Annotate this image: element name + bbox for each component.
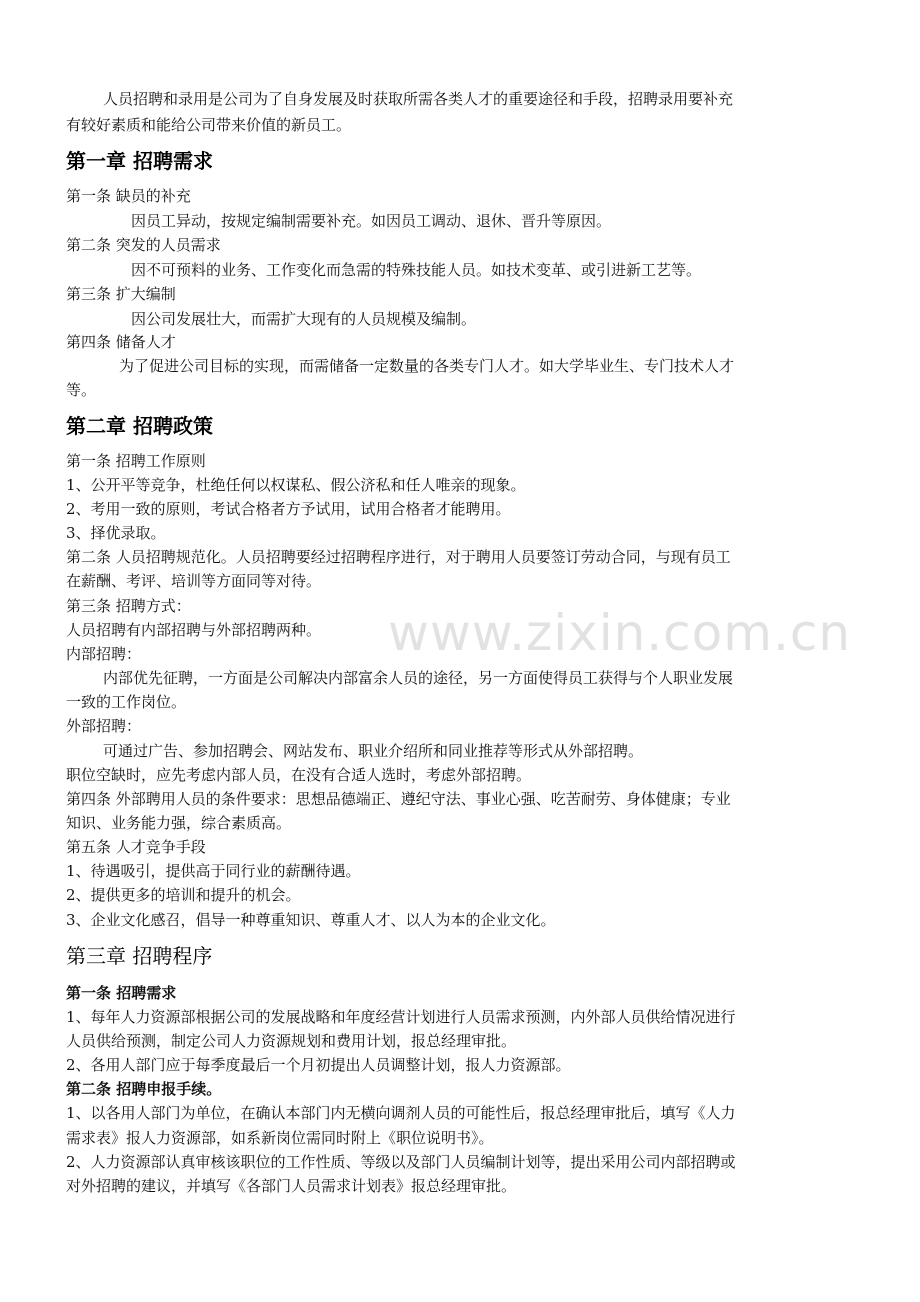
ch3-step-2-line-2: 对外招聘的建议，并填写《各部门人员需求计划表》报总经理审批。 xyxy=(66,1177,517,1195)
ch2-internal-text-1: 内部优先征聘，一方面是公司解决内部富余人员的途径，另一方面使得员工获得与个人职业发展 xyxy=(103,669,734,687)
ch2-article-3: 第三条 招聘方式： xyxy=(66,597,191,615)
ch2-competition-1: 1、待遇吸引，提供高于同行业的薪酬待遇。 xyxy=(66,862,361,880)
ch3-item-1-line-1: 1、每年人力资源部根据公司的发展战略和年度经营计划进行人员需求预测，内外部人员供给情况进行 xyxy=(66,1008,736,1026)
ch2-internal-label: 内部招聘： xyxy=(66,645,142,663)
ch2-vacancy-text: 职位空缺时，应先考虑内部人员，在没有合适人选时，考虑外部招聘。 xyxy=(66,766,532,784)
ch2-principle-1: 1、公开平等竞争，杜绝任何以权谋私、假公济私和任人唯亲的现象。 xyxy=(66,476,526,494)
ch1-article-1-text: 因员工异动，按规定编制需要补充。如因员工调动、退休、晋升等原因。 xyxy=(131,212,612,230)
ch2-competition-2: 2、提供更多的培训和提升的机会。 xyxy=(66,886,301,904)
ch2-internal-text-2: 一致的工作岗位。 xyxy=(66,693,187,711)
ch1-article-4: 第四条 储备人才 xyxy=(66,333,176,351)
ch2-article-2-line-1: 第二条 人员招聘规范化。人员招聘要经过招聘程序进行，对于聘用人员要签订劳动合同，与现有员工 xyxy=(66,548,731,566)
chapter-3-title: 第三章 招聘程序 xyxy=(66,944,213,968)
chapter-2-title: 第二章 招聘政策 xyxy=(66,414,213,438)
ch2-principle-3: 3、择优录取。 xyxy=(66,524,166,542)
ch1-article-3-text: 因公司发展壮大，而需扩大现有的人员规模及编制。 xyxy=(131,310,477,328)
ch2-principle-2: 2、考用一致的原则，考试合格者方予试用，试用合格者才能聘用。 xyxy=(66,500,511,518)
ch3-article-1: 第一条 招聘需求 xyxy=(66,984,177,1002)
intro-line-1: 人员招聘和录用是公司为了自身发展及时获取所需各类人才的重要途径和手段，招聘录用要补充 xyxy=(103,90,734,108)
ch2-article-3-text: 人员招聘有内部招聘与外部招聘两种。 xyxy=(66,621,322,639)
ch3-step-1-line-2: 需求表》报人力资源部，如系新岗位需同时附上《职位说明书》。 xyxy=(66,1129,494,1147)
intro-line-2: 有较好素质和能给公司带来价值的新员工。 xyxy=(66,116,352,134)
ch1-article-2: 第二条 突发的人员需求 xyxy=(66,236,221,254)
ch3-item-2: 2、各用人部门应于每季度最后一个月初提出人员调整计划，报人力资源部。 xyxy=(66,1056,571,1074)
ch2-article-2-line-2: 在薪酬、考评、培训等方面同等对待。 xyxy=(66,572,322,590)
ch2-article-4-line-2: 知识、业务能力强，综合素质高。 xyxy=(66,814,292,832)
ch2-external-label: 外部招聘： xyxy=(66,717,142,735)
ch3-article-2: 第二条 招聘申报手续。 xyxy=(66,1080,222,1098)
ch2-article-5: 第五条 人才竞争手段 xyxy=(66,838,206,856)
ch2-article-4-line-1: 第四条 外部聘用人员的条件要求：思想品德端正、遵纪守法、事业心强、吃苦耐劳、身体健康；专业 xyxy=(66,790,731,808)
ch3-step-2-line-1: 2、人力资源部认真审核该职位的工作性质、等级以及部门人员编制计划等，提出采用公司内部招聘或 xyxy=(66,1153,736,1171)
ch1-article-4-text-1: 为了促进公司目标的实现，而需储备一定数量的各类专门人才。如大学毕业生、专门技术人才 xyxy=(119,357,735,375)
ch2-competition-3: 3、企业文化感召，倡导一种尊重知识、尊重人才、以人为本的企业文化。 xyxy=(66,911,556,929)
ch1-article-3: 第三条 扩大编制 xyxy=(66,285,176,303)
ch2-article-1: 第一条 招聘工作原则 xyxy=(66,452,206,470)
chapter-1-title: 第一章 招聘需求 xyxy=(66,149,213,173)
ch1-article-4-text-2: 等。 xyxy=(66,381,97,399)
ch3-step-1-line-1: 1、以各用人部门为单位，在确认本部门内无横向调剂人员的可能性后，报总经理审批后，填写《人力 xyxy=(66,1104,736,1122)
watermark: www.zixin.com.cn xyxy=(388,604,852,662)
ch2-external-text: 可通过广告、参加招聘会、网站发布、职业介绍所和同业推荐等形式从外部招聘。 xyxy=(103,742,644,760)
ch3-item-1-line-2: 人员供给预测，制定公司人力资源规划和费用计划，报总经理审批。 xyxy=(66,1032,517,1050)
ch1-article-1: 第一条 缺员的补充 xyxy=(66,187,191,205)
ch1-article-2-text: 因不可预料的业务、工作变化而急需的特殊技能人员。如技术变革、或引进新工艺等。 xyxy=(131,261,702,279)
